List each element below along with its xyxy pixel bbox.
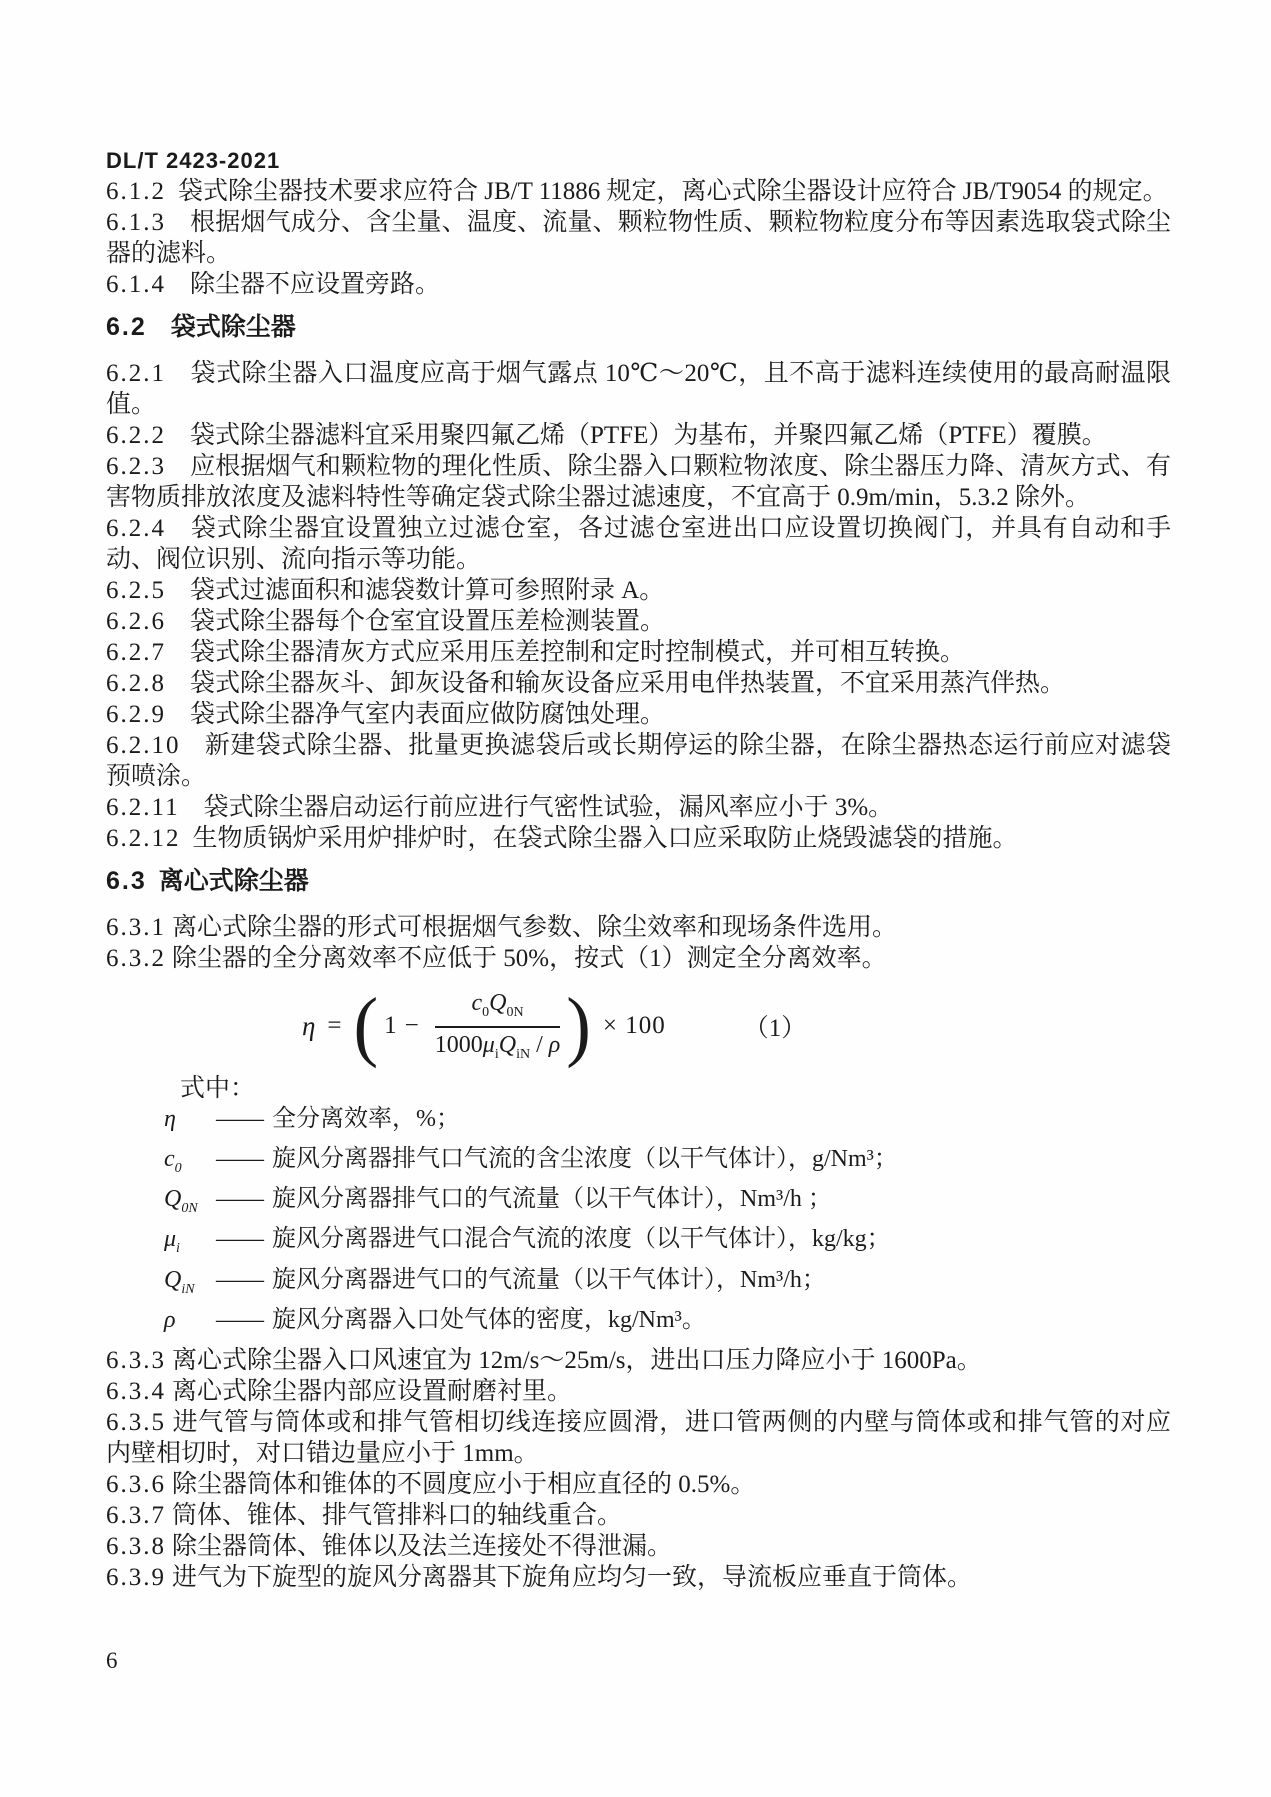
clause-number: 6.1.3 bbox=[106, 209, 166, 236]
symbol-description: 旋风分离器排气口的气流量（以干气体计），Nm³/h ； bbox=[272, 1186, 832, 1213]
clause-number: 6.2.8 bbox=[106, 670, 166, 697]
symbol-description: 旋风分离器入口处气体的密度，kg/Nm³。 bbox=[272, 1307, 706, 1334]
clause-text: 离心式除尘器入口风速宜为 12m/s～25m/s，进出口压力降应小于 1600Pa。 bbox=[172, 1347, 982, 1375]
clause-6-3-9 bbox=[106, 1562, 1171, 1593]
standard-code-header: DL/T 2423-2021 bbox=[106, 148, 281, 173]
clause-6-3-5 bbox=[106, 1407, 1171, 1469]
clause-text: 除尘器不应设置旁路。 bbox=[190, 271, 441, 298]
clause-number: 6.2.10 bbox=[106, 732, 181, 759]
clause-6-2-8 bbox=[106, 668, 1171, 699]
clause-text: 筒体、锥体、排气管排料口的轴线重合。 bbox=[172, 1502, 623, 1530]
sub-0: 0 bbox=[482, 1004, 490, 1020]
section-title: 离心式除尘器 bbox=[158, 867, 309, 895]
clause-6-1-2 bbox=[106, 176, 1171, 207]
symbol-definition-c0 bbox=[106, 1144, 1171, 1184]
clause-6-2-12 bbox=[106, 823, 1171, 854]
clause-text: 新建袋式除尘器、批量更换滤袋后或长期停运的除尘器，在除尘器热态运行前应对滤袋预喷涂。 bbox=[106, 732, 1171, 790]
symbol-definition-eta bbox=[106, 1104, 1171, 1144]
sub-0n: 0N bbox=[506, 1004, 524, 1020]
fraction-numerator bbox=[435, 990, 560, 1028]
clause-text: 除尘器筒体和锥体的不圆度应小于相应直径的 0.5%。 bbox=[172, 1471, 756, 1499]
clause-number: 6.2.5 bbox=[106, 577, 166, 604]
em-dash: —— bbox=[216, 1226, 264, 1253]
symbol-definition-qin bbox=[106, 1265, 1171, 1305]
clause-number: 6.3.5 bbox=[106, 1409, 166, 1437]
clause-6-2-6 bbox=[106, 606, 1171, 637]
clause-6-1-3 bbox=[106, 207, 1171, 269]
em-dash: —— bbox=[216, 1145, 264, 1172]
clause-number: 6.2.12 bbox=[106, 825, 181, 852]
clause-6-2-7 bbox=[106, 637, 1171, 668]
symbol-definition-rho bbox=[106, 1305, 1171, 1345]
clause-text: 应根据烟气和颗粒物的理化性质、除尘器入口颗粒物浓度、除尘器压力降、清灰方式、有害物质排放浓度及滤料特性等确定袋式除尘器过滤速度，不宜高于 0.9m/min，5.3.2 除外。 bbox=[106, 453, 1171, 511]
clause-6-2-9 bbox=[106, 699, 1171, 730]
clause-6-3-6 bbox=[106, 1469, 1171, 1500]
symbol: $\mu_i$ bbox=[164, 1226, 180, 1257]
clause-number: 6.1.2 bbox=[106, 178, 166, 205]
symbol: $Q_{0N}$ bbox=[164, 1186, 198, 1216]
clause-text: 袋式除尘器入口温度应高于烟气露点 10℃～20℃，且不高于滤料连续使用的最高耐温限值。 bbox=[106, 360, 1171, 418]
eta-symbol: η bbox=[302, 1010, 316, 1041]
em-dash: —— bbox=[216, 1186, 264, 1213]
clause-6-2-11 bbox=[106, 792, 1171, 823]
clause-number: 6.2.3 bbox=[106, 453, 166, 480]
clause-text: 袋式除尘器每个仓室宜设置压差检测装置。 bbox=[190, 608, 666, 635]
clause-6-3-1 bbox=[106, 912, 1171, 943]
clause-number: 6.3.4 bbox=[106, 1378, 166, 1406]
clause-number: 6.2.9 bbox=[106, 701, 166, 728]
clause-text: 进气管与筒体或和排气管相切线连接应圆滑，进口管两侧的内壁与筒体或和排气管的对应内壁相切时，对口错边量应小于 1mm。 bbox=[106, 1409, 1171, 1468]
symbol-description: 旋风分离器进气口的气流量（以干气体计），Nm³/h； bbox=[272, 1266, 826, 1293]
clause-number: 6.3.8 bbox=[106, 1533, 166, 1561]
clause-number: 6.2.7 bbox=[106, 639, 166, 666]
clause-text: 袋式除尘器宜设置独立过滤仓室，各过滤仓室进出口应设置切换阀门，并具有自动和手动、阀位识别、流向指示等功能。 bbox=[106, 515, 1171, 573]
clause-text: 袋式除尘器清灰方式应采用压差控制和定时控制模式，并可相互转换。 bbox=[190, 639, 966, 666]
clause-text: 袋式除尘器启动运行前应进行气密性试验，漏风率应小于 3%。 bbox=[203, 794, 894, 821]
clause-text: 生物质锅炉采用炉排炉时，在袋式除尘器入口应采取防止烧毁滤袋的措施。 bbox=[192, 825, 1018, 852]
clause-6-2-2 bbox=[106, 420, 1171, 451]
clause-text: 袋式过滤面积和滤袋数计算可参照附录 A。 bbox=[190, 577, 665, 604]
symbol: $Q_{iN}$ bbox=[164, 1266, 195, 1297]
clause-text: 进气为下旋型的旋风分离器其下旋角应均匀一致，导流板应垂直于筒体。 bbox=[172, 1564, 973, 1592]
clause-text: 离心式除尘器的形式可根据烟气参数、除尘效率和现场条件选用。 bbox=[172, 914, 898, 941]
clause-number: 6.3.9 bbox=[106, 1564, 166, 1592]
var-c: c bbox=[471, 990, 483, 1016]
equation-1: η = ( 1 − $\frac{c_0Q_{0N}}{1000\mu_iQ_{iN} / \rho}$ ) × 100 （1） bbox=[302, 982, 807, 1070]
clause-text: 袋式除尘器净气室内表面应做防腐蚀处理。 bbox=[190, 701, 666, 728]
clause-6-2-4 bbox=[106, 513, 1171, 575]
symbol-description: 旋风分离器进气口混合气流的浓度（以干气体计），kg/kg； bbox=[272, 1226, 891, 1253]
equation-number: （1） bbox=[743, 1015, 807, 1043]
sub-i: i bbox=[494, 1046, 499, 1062]
clause-number: 6.3.2 bbox=[106, 945, 166, 972]
page-number: 6 bbox=[106, 1648, 118, 1673]
clause-number: 6.2.11 bbox=[106, 794, 180, 821]
times-sign: × bbox=[602, 1012, 619, 1040]
var-q: Q bbox=[489, 990, 507, 1016]
clause-number: 6.3.1 bbox=[106, 914, 166, 941]
clause-number: 6.2.6 bbox=[106, 608, 166, 635]
fraction bbox=[435, 990, 560, 1063]
clause-text: 除尘器筒体、锥体以及法兰连接处不得泄漏。 bbox=[172, 1533, 673, 1561]
where-label: 式中： bbox=[180, 1074, 256, 1102]
clause-number: 6.2.4 bbox=[106, 515, 166, 542]
symbol-description: 旋风分离器排气口气流的含尘浓度（以干气体计），g/Nm³； bbox=[272, 1145, 898, 1172]
section-number: 6.3 bbox=[106, 867, 147, 895]
clause-6-3-3 bbox=[106, 1345, 1171, 1376]
factor-100: 100 bbox=[625, 1012, 666, 1040]
clause-text: 袋式除尘器技术要求应符合 JB/T 11886 规定，离心式除尘器设计应符合 JB/T9054 的规定。 bbox=[178, 178, 1168, 205]
symbol: η bbox=[164, 1105, 176, 1132]
clause-number: 6.1.4 bbox=[106, 271, 166, 298]
clause-6-1-4 bbox=[106, 269, 1171, 300]
symbol-definition-mui bbox=[106, 1224, 1171, 1264]
clause-6-2-5 bbox=[106, 575, 1171, 606]
clause-text: 袋式除尘器灰斗、卸灰设备和输灰设备应采用电伴热装置，不宜采用蒸汽伴热。 bbox=[190, 670, 1066, 697]
clause-text: 根据烟气成分、含尘量、温度、流量、颗粒物性质、颗粒物粒度分布等因素选取袋式除尘器的滤料。 bbox=[106, 209, 1171, 267]
divide-sign: / bbox=[530, 1031, 549, 1058]
symbol: $c_0$ bbox=[164, 1145, 182, 1176]
clause-text: 袋式除尘器滤料宜采用聚四氟乙烯（PTFE）为基布，并聚四氟乙烯（PTFE）覆膜。 bbox=[190, 422, 1107, 449]
section-title: 袋式除尘器 bbox=[170, 313, 296, 341]
clause-number: 6.3.7 bbox=[106, 1502, 166, 1530]
clause-6-3-2 bbox=[106, 943, 1171, 974]
em-dash: —— bbox=[216, 1105, 264, 1132]
clause-6-3-7 bbox=[106, 1500, 1171, 1531]
clause-text: 离心式除尘器内部应设置耐磨衬里。 bbox=[172, 1378, 573, 1406]
clause-6-2-3 bbox=[106, 451, 1171, 513]
clause-6-3-8 bbox=[106, 1531, 1171, 1562]
coefficient-1000: 1000 bbox=[434, 1031, 483, 1058]
section-number: 6.2 bbox=[106, 313, 147, 341]
var-mu: μ bbox=[482, 1031, 495, 1058]
fraction-denominator bbox=[435, 1028, 560, 1063]
symbol-definition-q0n bbox=[106, 1184, 1171, 1224]
em-dash: —— bbox=[216, 1266, 264, 1293]
clause-6-2-10 bbox=[106, 730, 1171, 792]
clause-text: 除尘器的全分离效率不应低于 50%，按式（1）测定全分离效率。 bbox=[172, 945, 887, 972]
em-dash: —— bbox=[216, 1307, 264, 1334]
times-100 bbox=[603, 1012, 666, 1040]
section-heading-6-3 bbox=[106, 866, 1171, 897]
var-q: Q bbox=[498, 1031, 517, 1058]
symbol-description: 全分离效率，%； bbox=[272, 1105, 460, 1132]
minus-sign: − bbox=[404, 1012, 419, 1040]
clause-6-2-1 bbox=[106, 358, 1171, 420]
clause-number: 6.3.6 bbox=[106, 1471, 166, 1499]
symbol: ρ bbox=[164, 1307, 176, 1334]
clause-6-3-4 bbox=[106, 1376, 1171, 1407]
sub-in: iN bbox=[516, 1046, 531, 1062]
equals-sign: = bbox=[327, 1012, 342, 1040]
constant-one: 1 bbox=[384, 1012, 397, 1040]
clause-number: 6.2.1 bbox=[106, 360, 166, 387]
clause-number: 6.2.2 bbox=[106, 422, 166, 449]
section-heading-6-2 bbox=[106, 312, 1171, 343]
clause-number: 6.3.3 bbox=[106, 1347, 166, 1375]
var-rho: ρ bbox=[548, 1031, 561, 1058]
